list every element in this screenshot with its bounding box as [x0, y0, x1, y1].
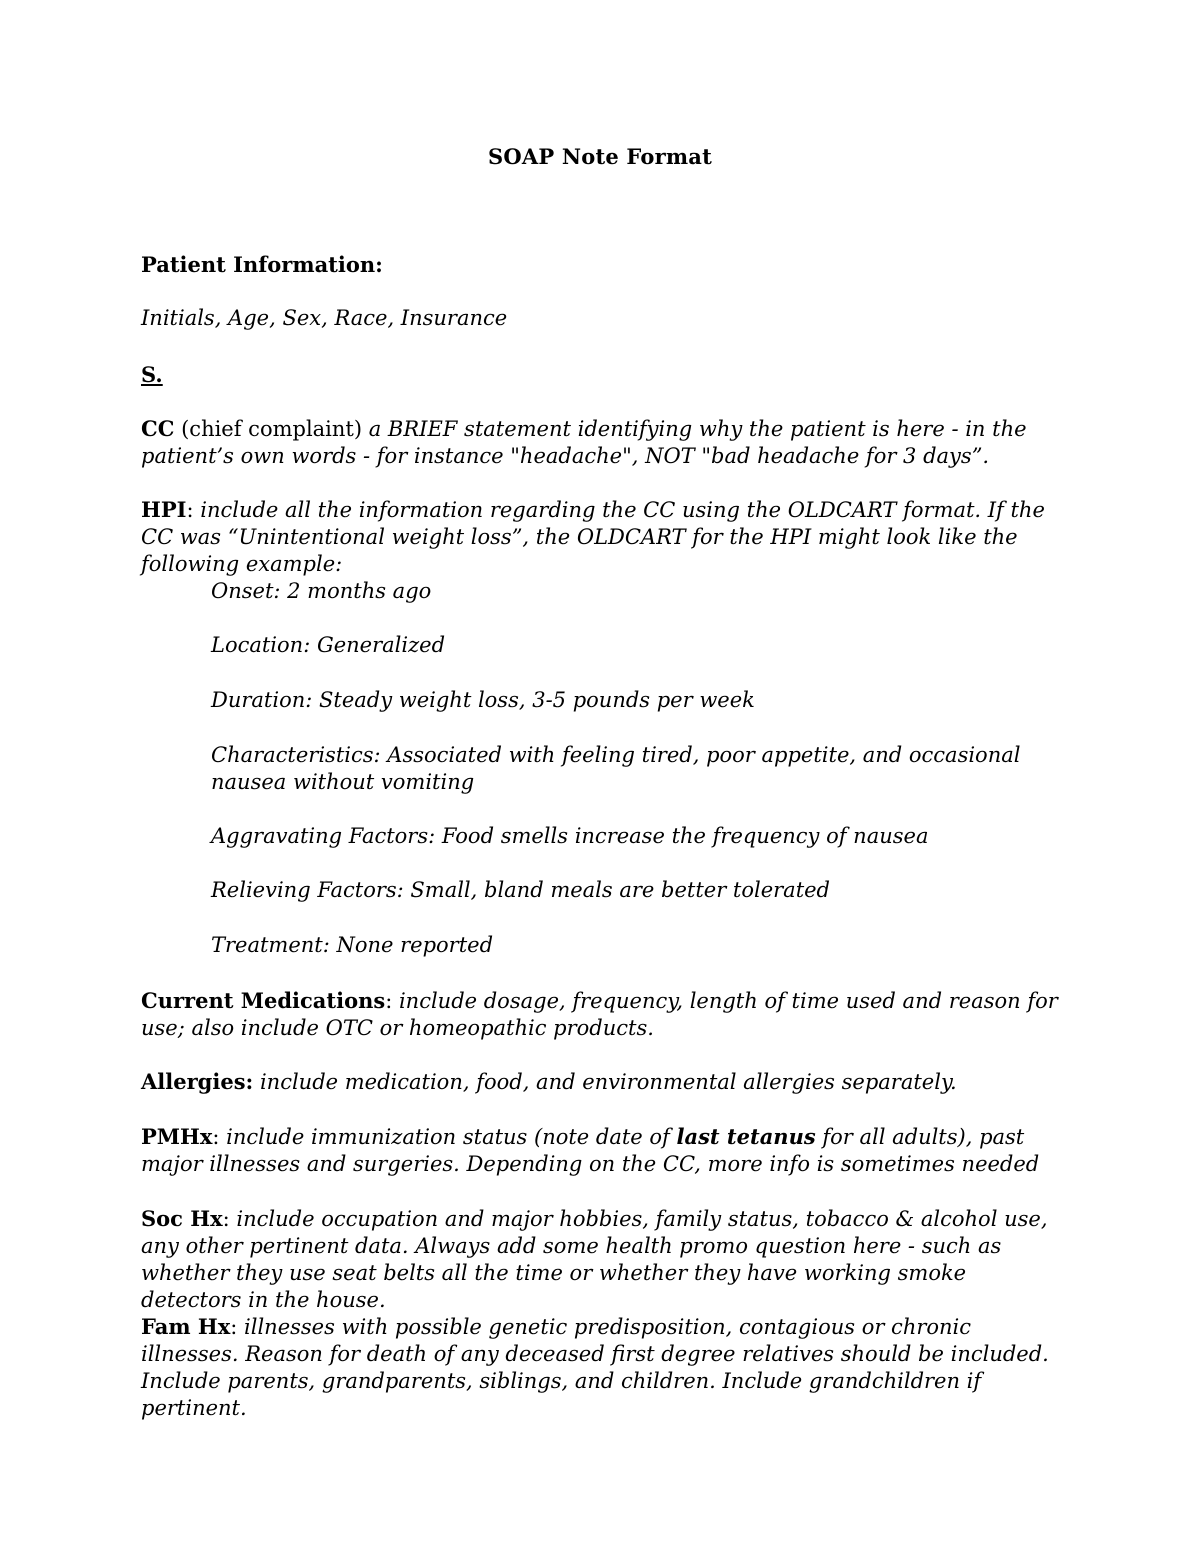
hpi-colon: : [186, 498, 201, 522]
cc-description: a BRIEF statement identifying why the patient is here - in the patient’s own words - for instance "headache", NOT "bad headache for 3 days”. [141, 417, 1027, 468]
allergies-paragraph [141, 1068, 1061, 1096]
fam-hx-paragraph [141, 1313, 1061, 1422]
oldcart-characteristics: Characteristics: Associated with feeling tired, poor appetite, and occasional nausea without vomiting [211, 743, 1021, 794]
oldcart-location: Location: Generalized [211, 633, 446, 657]
medications-colon: : [385, 989, 399, 1013]
pmhx-description-end: for all adults), past major illnesses and surgeries. Depending on the CC, more info is sometimes needed [141, 1125, 1040, 1176]
pmhx-last-tetanus: last tetanus [676, 1124, 816, 1149]
medications-description: include dosage, frequency, length of time used and reason for use; also include OTC or homeopathic products. [141, 989, 1058, 1040]
hpi-label: HPI [141, 497, 187, 522]
allergies-label: Allergies: [141, 1069, 254, 1094]
soc-hx-paragraph [141, 1205, 1061, 1314]
medications-label: Current Medications [141, 988, 386, 1013]
fam-hx-label: Fam Hx [141, 1314, 231, 1339]
oldcart-aggravating-factors: Aggravating Factors: Food smells increase the frequency of nausea [211, 824, 929, 848]
allergies-description: include medication, food, and environmental allergies separately. [253, 1070, 957, 1094]
fam-hx-colon: : [230, 1315, 245, 1339]
subjective-heading: S. [141, 362, 163, 387]
document-title: SOAP Note Format [488, 144, 712, 169]
soc-hx-description: include occupation and major hobbies, family status, tobacco & alcohol use, any other pertinent data. Always add some health promo question here - such as whether they use seat belts all the time or whether they have working smoke detectors in the house. [141, 1207, 1048, 1312]
medications-paragraph [141, 987, 1061, 1042]
hpi-paragraph [141, 496, 1061, 578]
oldcart-relieving-factors: Relieving Factors: Small, bland meals are better tolerated [211, 878, 830, 902]
cc-paragraph [141, 415, 1061, 470]
patient-info-fields: Initials, Age, Sex, Race, Insurance [141, 306, 508, 330]
cc-plain: (chief complaint) [174, 417, 369, 441]
fam-hx-description: illnesses with possible genetic predisposition, contagious or chronic illnesses. Reason for death of any deceased first degree relatives should be included. Include parents, grandparents, siblings, and children. Include grandchildren if pertinent. [141, 1315, 1049, 1420]
soc-hx-colon: : [222, 1207, 237, 1231]
pmhx-label: PMHx [141, 1124, 213, 1149]
hpi-description: include all the information regarding the CC using the OLDCART format. If the CC was “Unintentional weight loss”, the OLDCART for the HPI might look like the following example: [141, 498, 1045, 576]
pmhx-colon: : [212, 1125, 227, 1149]
soc-hx-label: Soc Hx [141, 1206, 223, 1231]
pmhx-description-start: include immunization status (note date of [226, 1125, 677, 1149]
patient-info-heading: Patient Information: [141, 252, 383, 277]
oldcart-treatment: Treatment: None reported [211, 933, 494, 957]
oldcart-duration: Duration: Steady weight loss, 3-5 pounds per week [211, 688, 755, 712]
oldcart-onset: Onset: 2 months ago [211, 579, 432, 603]
pmhx-paragraph [141, 1123, 1061, 1178]
cc-label: CC [141, 416, 175, 441]
